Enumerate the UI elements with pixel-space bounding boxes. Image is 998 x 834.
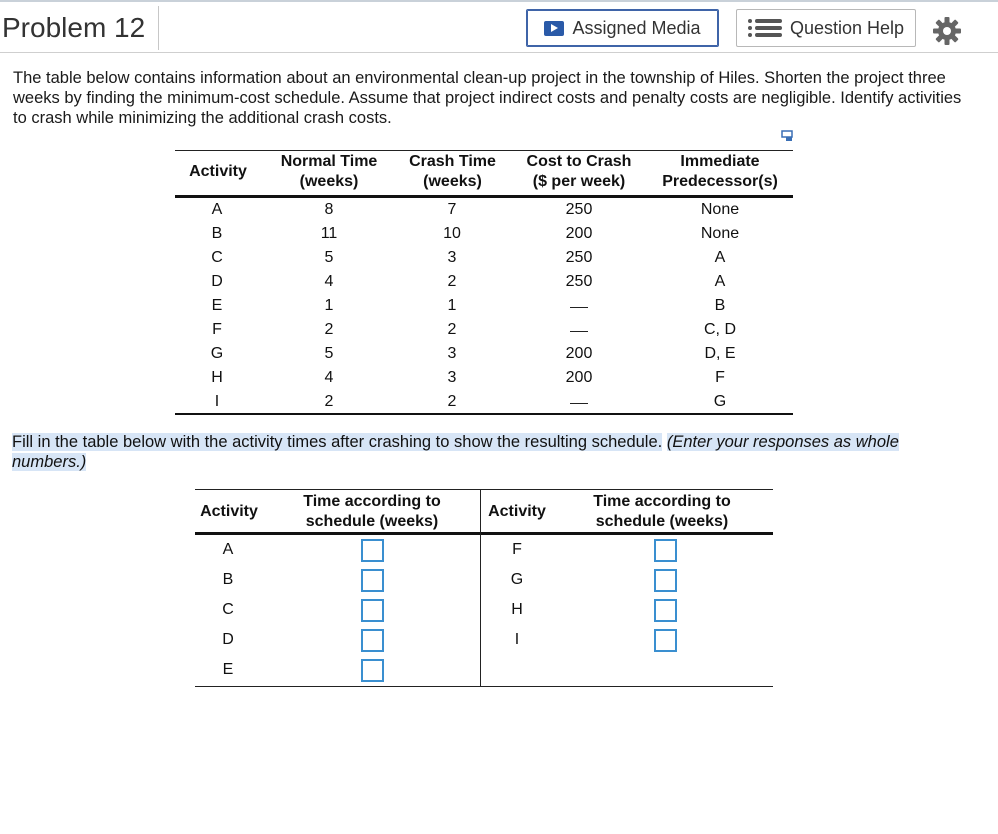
project-cell-pred: A bbox=[714, 249, 726, 266]
col-pred-header-line1: Immediate bbox=[680, 153, 760, 170]
answer-activity-label: E bbox=[222, 661, 234, 678]
title-divider bbox=[158, 6, 159, 50]
project-cell-crash: 10 bbox=[443, 225, 461, 242]
project-cell-normal: 2 bbox=[324, 321, 334, 338]
col-activity-header: Activity bbox=[189, 163, 247, 180]
answer-activity-label: F bbox=[512, 541, 522, 558]
project-cell-crash: 3 bbox=[447, 249, 457, 266]
answer-activity-label: C bbox=[222, 601, 234, 618]
answer-activity-header-left: Activity bbox=[200, 503, 258, 520]
project-cell-normal: 5 bbox=[324, 249, 334, 266]
assigned-media-button[interactable] bbox=[526, 9, 719, 47]
answer-time-input[interactable] bbox=[654, 629, 677, 652]
answer-time-input[interactable] bbox=[361, 569, 384, 592]
col-cost-header-line2: ($ per week) bbox=[532, 173, 626, 190]
gear-icon[interactable] bbox=[932, 16, 962, 46]
project-cell-pred: C, D bbox=[704, 321, 736, 338]
header-divider bbox=[0, 52, 998, 53]
answer-table-divider bbox=[480, 489, 481, 687]
assigned-media-label: Assigned Media bbox=[572, 17, 701, 38]
project-cell-crash: 7 bbox=[447, 201, 457, 218]
answer-time-input[interactable] bbox=[361, 599, 384, 622]
answer-activity-label: H bbox=[511, 601, 523, 618]
answer-activity-header-right: Activity bbox=[488, 503, 546, 520]
copy-table-icon[interactable] bbox=[781, 130, 795, 142]
project-cell-activity: F bbox=[212, 321, 222, 338]
project-cell-pred: None bbox=[700, 201, 740, 218]
project-cell-activity: C bbox=[211, 249, 223, 266]
cost-dash bbox=[570, 307, 588, 308]
project-cell-cost: 250 bbox=[565, 201, 593, 218]
answer-time-header-right-line1: Time according to bbox=[593, 493, 731, 510]
answer-table-header-border bbox=[195, 532, 773, 535]
answer-time-input[interactable] bbox=[361, 539, 384, 562]
project-cell-crash: 2 bbox=[447, 321, 457, 338]
project-cell-pred: A bbox=[714, 273, 726, 290]
project-cell-crash: 2 bbox=[447, 273, 457, 290]
project-cell-cost: 200 bbox=[565, 225, 593, 242]
list-icon bbox=[748, 18, 782, 38]
project-cell-normal: 5 bbox=[324, 345, 334, 362]
fill-prompt bbox=[12, 432, 948, 472]
col-crash-header-line2: (weeks) bbox=[423, 173, 482, 190]
question-help-button[interactable] bbox=[736, 9, 916, 47]
project-cell-cost: 200 bbox=[565, 345, 593, 362]
answer-table-top-border bbox=[195, 489, 773, 490]
project-cell-pred: F bbox=[715, 369, 725, 386]
answer-table-bottom-border bbox=[195, 686, 773, 687]
project-cell-activity: I bbox=[214, 393, 220, 410]
project-cell-cost: 250 bbox=[565, 249, 593, 266]
project-cell-crash: 2 bbox=[447, 393, 457, 410]
project-cell-normal: 2 bbox=[324, 393, 334, 410]
cost-dash bbox=[570, 403, 588, 404]
project-cell-normal: 1 bbox=[324, 297, 334, 314]
fill-prompt-text: Fill in the table below with the activity times after crashing to show the resulting schedule. bbox=[12, 433, 663, 451]
project-cell-normal: 4 bbox=[324, 273, 334, 290]
project-cell-normal: 8 bbox=[324, 201, 334, 218]
answer-time-input[interactable] bbox=[654, 569, 677, 592]
answer-activity-label: B bbox=[222, 571, 234, 588]
col-normal-header-line1: Normal Time bbox=[280, 153, 378, 170]
answer-time-input[interactable] bbox=[361, 629, 384, 652]
project-cell-cost: 200 bbox=[565, 369, 593, 386]
answer-time-header-right-line2: schedule (weeks) bbox=[595, 513, 729, 530]
col-pred-header-line2: Predecessor(s) bbox=[662, 173, 778, 190]
project-table-bottom-border bbox=[175, 413, 793, 415]
media-play-icon bbox=[544, 21, 564, 36]
question-help-label: Question Help bbox=[789, 17, 905, 38]
project-cell-activity: G bbox=[210, 345, 224, 362]
answer-time-header-left-line1: Time according to bbox=[303, 493, 441, 510]
answer-time-input[interactable] bbox=[654, 599, 677, 622]
project-cell-normal: 11 bbox=[320, 225, 338, 242]
project-cell-pred: D, E bbox=[704, 345, 736, 362]
project-cell-activity: B bbox=[211, 225, 223, 242]
project-cell-cost: 250 bbox=[565, 273, 593, 290]
answer-activity-label: A bbox=[222, 541, 234, 558]
answer-time-header-left-line2: schedule (weeks) bbox=[305, 513, 439, 530]
answer-time-input[interactable] bbox=[361, 659, 384, 682]
problem-title: Problem 12 bbox=[2, 12, 146, 43]
project-cell-pred: None bbox=[700, 225, 740, 242]
col-crash-header-line1: Crash Time bbox=[409, 153, 496, 170]
answer-activity-label: D bbox=[222, 631, 234, 648]
answer-time-input[interactable] bbox=[654, 539, 677, 562]
project-cell-pred: B bbox=[714, 297, 726, 314]
project-cell-activity: D bbox=[211, 273, 223, 290]
project-cell-activity: H bbox=[211, 369, 223, 386]
col-normal-header-line2: (weeks) bbox=[299, 173, 359, 190]
fill-prompt-note: (Enter your responses as whole numbers.) bbox=[12, 433, 899, 471]
project-cell-activity: E bbox=[211, 297, 223, 314]
project-cell-pred: G bbox=[713, 393, 727, 410]
project-cell-activity: A bbox=[211, 201, 223, 218]
col-cost-header-line1: Cost to Crash bbox=[526, 153, 632, 170]
answer-activity-label: G bbox=[510, 571, 524, 588]
project-cell-crash: 3 bbox=[447, 369, 457, 386]
header bbox=[0, 2, 998, 52]
problem-instructions: The table below contains information about an environmental clean-up project in the township of Hiles. Shorten the project three weeks by finding the minimum-cost schedule. Assume that project indirect costs and penalty costs are negligible. Identify activities to crash while minimizing the additional crash costs. bbox=[13, 69, 962, 127]
answer-activity-label: I bbox=[514, 631, 520, 648]
cost-dash bbox=[570, 331, 588, 332]
project-cell-crash: 3 bbox=[447, 345, 457, 362]
project-cell-crash: 1 bbox=[447, 297, 457, 314]
project-cell-normal: 4 bbox=[324, 369, 334, 386]
